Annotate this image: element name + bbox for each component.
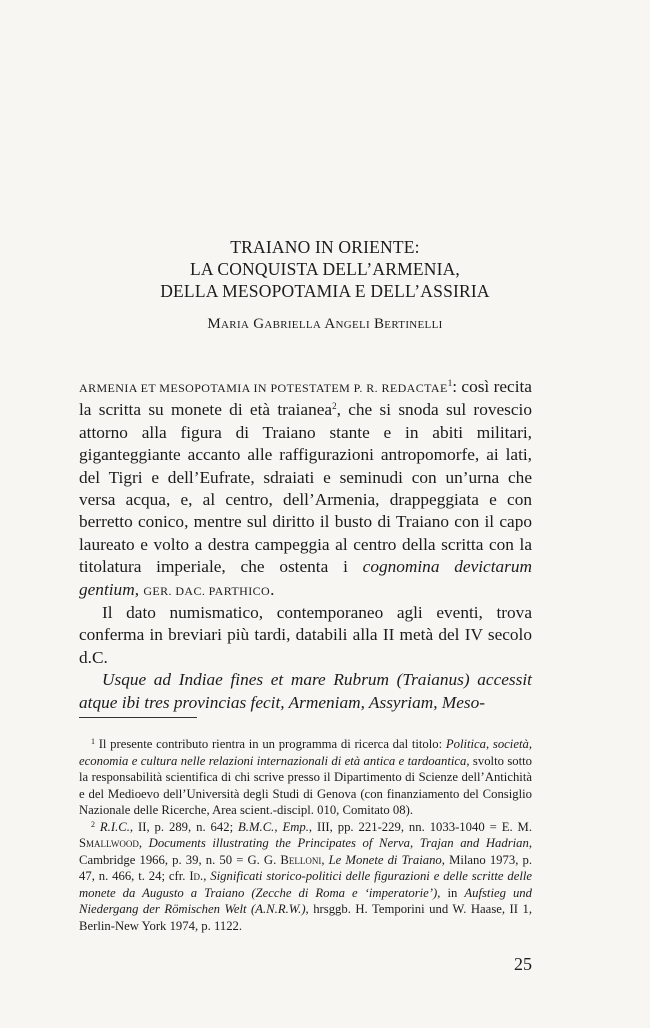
footnote-1-text-a: Il presente contributo rientra in un programma di ricerca dal titolo: — [95, 737, 446, 751]
page-number: 25 — [514, 954, 532, 974]
footnote-2-cite-ric: R.I.C. — [95, 819, 130, 834]
footnote-2-text-i: , hrsggb. H. Temporini und W. Haase, II 1, Berlin-New York 1974, p. 1122. — [79, 902, 532, 933]
footnote-2-text-f: , Milano 1973, p. 47, n. 466, t. 24; cfr. — [79, 852, 533, 883]
footnote-2-cite-bmc: B.M.C., Emp. — [238, 819, 309, 834]
paragraph-1-text-a: : così recita la scritta su monete di età traianea — [79, 377, 532, 420]
body-text — [79, 376, 532, 714]
footnote-separator — [79, 717, 197, 718]
footnote-2-author-belloni: Belloni — [280, 852, 322, 867]
paragraph-1-text-c: , — [134, 579, 140, 599]
article-title-line-3: DELLA MESOPOTAMIA E DELL’ASSIRIA — [160, 281, 490, 301]
footnote-2-book-monete: Le Monete di Traiano — [328, 852, 442, 867]
opening-inscription: ARMENIA ET MESOPOTAMIA IN POTESTATEM P. R. REDACTAE — [79, 381, 448, 395]
footnote-2-author-id: Id. — [189, 869, 204, 883]
article-title-line-1: TRAIANO IN ORIENTE: — [230, 237, 420, 257]
coin-legend: GER. DAC. PARTHICO — [143, 583, 271, 598]
paragraph-3-quote — [79, 669, 532, 714]
footnote-1-text-b: , svolto sotto la responsabilità scientifica di chi scrive presso il Dipartimento di Scienze dell’Antichità e del Medioevo dell’Università degli Studi di Genova (con finanziamento del Consiglio Nazionale delle Ricerche, Area scient.-discipl. 010, Comitato 08). — [79, 753, 533, 817]
author-name: Maria Gabriella Angeli Bertinelli — [207, 316, 443, 332]
paragraph-1-text-d: . — [270, 579, 275, 599]
footnote-ref-1: 1 — [447, 378, 453, 388]
paragraph-1 — [79, 376, 532, 602]
footnote-2-number: 2 — [91, 819, 95, 829]
paragraph-1-text-b: , che si snoda sul rovescio attorno alla figura di Traiano stante e in abiti militari, giganteggiante accanto alle raffigurazioni antropomorfe, ai lati, del Tigri e dell’Eufrate, sdraiati e seminudi con un’urna che versa acqua, e, al centro, dell’Armenia, drappeggiata e con berretto conico, mentre sul diritto il busto di Traiano con il capo laureato e volto a destra campeggia al centro della scritta con la titolatura imperiale, che ostenta i — [79, 400, 532, 577]
latin-quotation: Usque ad Indiae fines et mare Rubrum (Traianus) accessit atque ibi tres provincias fecit, Armeniam, Assyriam, Meso- — [79, 670, 532, 712]
footnote-2-text-b: , III, pp. 221-229, nn. 1033-1040 = E. M. — [308, 819, 532, 834]
footnote-1-project-title: Politica, società, economia e cultura nelle relazioni internazionali di età antica e tardoantica — [79, 737, 533, 768]
footnote-2-article-significati: Significati storico-politici delle figurazioni e delle scritte delle monete da Augusto a Traiano (Zecche di Roma e ‘imperatorie’) — [79, 869, 533, 900]
footnote-1-number: 1 — [91, 737, 95, 746]
article-title-line-2: LA CONQUISTA DELL’ARMENIA, — [189, 259, 461, 279]
footnote-2-text-h: , in — [437, 885, 465, 900]
footnote-ref-2: 2 — [332, 401, 337, 412]
latin-phrase: cognomina devictarum gentium — [79, 557, 533, 599]
footnote-2-book-documents: Documents illustrating the Principates of Nerva, Trajan and Hadrian — [148, 836, 529, 850]
footnote-2-author-smallwood: Smallwood — [79, 836, 139, 850]
footnote-2-text-a: , II, p. 289, n. 642; — [129, 819, 239, 834]
footnote-2-text-c: , — [138, 836, 149, 850]
paragraph-2: Il dato numismatico, contemporaneo agli eventi, trova conferma in breviari più tardi, databili alla II metà del IV secolo d.C. — [79, 603, 532, 667]
footnotes — [79, 736, 532, 934]
footnote-2-anrw: Aufstieg und Niedergang der Römischen Welt (A.N.R.W.) — [79, 885, 532, 916]
footnote-2-text-e: , — [321, 852, 329, 867]
footnote-2-text-d: , Cambridge 1966, p. 39, n. 50 = G. G. — [79, 836, 533, 867]
footnote-2-text-g: , — [203, 869, 211, 883]
footnote-1 — [79, 736, 532, 819]
footnote-2 — [79, 819, 532, 935]
article-header — [0, 236, 650, 333]
